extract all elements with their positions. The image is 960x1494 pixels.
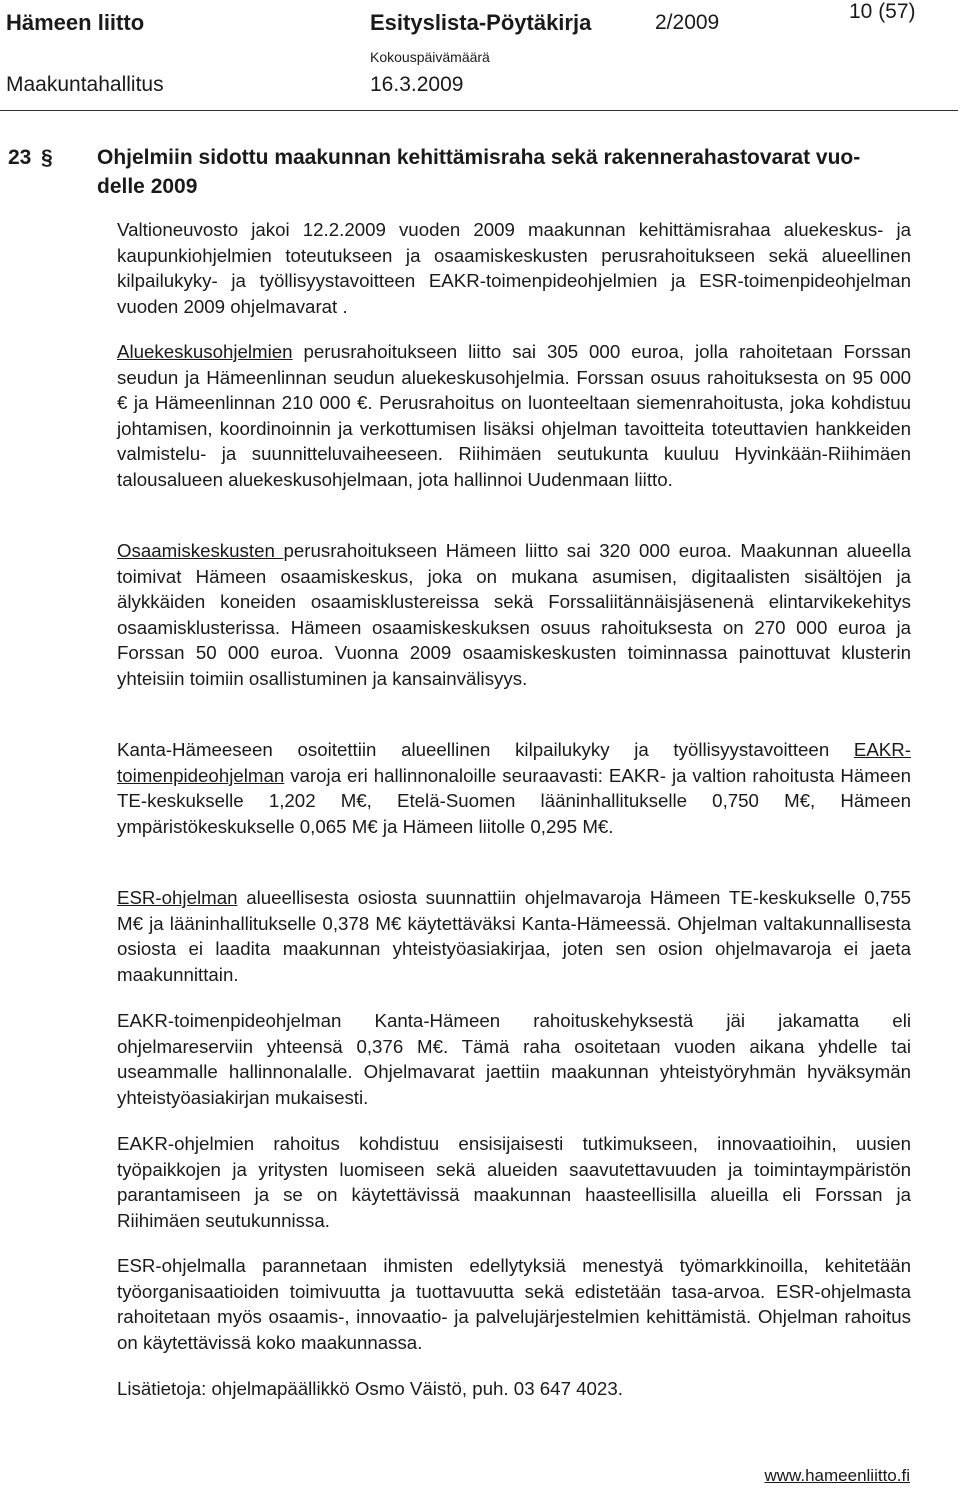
organization-name: Hämeen liitto	[6, 10, 145, 35]
paragraph-text: EAKR-toimenpideohjelman Kanta-Hämeen rahoituskehyksestä jäi jakamatta eli ohjelmareserviin yhteensä 0,376 M€. Tämä raha osoitetaan vuoden aikana yhdelle tai useammalle hallinnonalalle. Ohjelmavarat jaettiin maakunnan yhteistyöryhmän hyväksymän yhteistyöasiakirjan mukaisesti.	[117, 1010, 911, 1108]
meeting-date: 16.3.2009	[370, 73, 464, 96]
paragraph-text: ESR-ohjelmalla parannetaan ihmisten edellytyksiä menestyä työmarkkinoilla, kehitetään työorganisaatioiden toimivuutta ja tuottavuutta sekä edistetään tasa-arvoa. ESR-ohjelmasta rahoitetaan myös osaamis-, innovaatio- ja palvelujärjestelmien kehittämistä. Ohjelman rahoitus on käytettävissä koko maakunnassa.	[117, 1255, 911, 1353]
paragraph-eakr-allocation	[117, 737, 911, 839]
link-aluekeskusohjelmien[interactable]: Aluekeskusohjelmien	[117, 341, 293, 362]
section-title-line1: Ohjelmiin sidottu maakunnan kehittämisraha sekä rakennerahastovarat vuo-	[97, 146, 861, 169]
document-number: 2/2009	[655, 11, 720, 34]
link-osaamiskeskusten[interactable]: Osaamiskeskusten	[117, 540, 284, 561]
paragraph-text: perusrahoitukseen liitto sai 305 000 euroa, jolla rahoitetaan Forssan seudun ja Hämeenlinnan seudun aluekeskusohjelmia. Forssan osuus rahoituksesta on 95 000 € ja Hämeenlinnan 210 000 €. Perusrahoitus on luonteeltaan siemenrahoitusta, joka kohdistuu johtamisen, koordinoinnin ja verkottumisen lisäksi ohjelman tavoitteita toteuttavien hankkeiden valmistelu- ja suunnitteluvaiheeseen. Riihimäen seutukunta kuuluu Hyvinkään-Riihimäen talousalueen aluekeskusohjelmaan, jota hallinnoi Uudenmaan liitto.	[117, 341, 911, 490]
paragraph-text: perusrahoitukseen Hämeen liitto sai 320 000 euroa. Maakunnan alueella toimivat Hämeen osaamiskeskus, joka on mukana asumisen, digitaalisten sisältöjen ja älykkäiden koneiden osaamisklustereissa sekä Forssaliitännäisjäsenenä elintarvikekehitys osaamisklusterissa. Hämeen osaamiskeskuksen osuus rahoituksesta on 270 000 euroa ja Forssan 50 000 euroa. Vuonna 2009 osaamiskeskusten toiminnassa painottuvat klusterin yhteisiin toimiin osallistuminen ja kansainvälisyys.	[117, 540, 911, 689]
section-symbol: §	[41, 146, 53, 169]
paragraph-reserve	[117, 1008, 911, 1110]
meeting-date-label: Kokouspäivämäärä	[370, 49, 490, 65]
paragraph-text: varoja eri hallinnonaloille seuraavasti: EAKR- ja valtion rahoitusta Hämeen TE-keskukselle 1,202 M€, Etelä-Suomen lääninhallitukselle 0,750 M€, Hämeen ympäristökeskukselle 0,065 M€ ja Hämeen liitolle 0,295 M€.	[117, 764, 911, 837]
section-title	[8, 143, 908, 201]
paragraph-eakr-focus	[117, 1131, 911, 1233]
paragraph-esr-allocation	[117, 885, 911, 987]
paragraph-text: Valtioneuvosto jakoi 12.2.2009 vuoden 2009 maakunnan kehittämisrahaa aluekeskus- ja kaupunkiohjelmien toteutukseen ja osaamiskeskusten perusrahoitukseen sekä alueellinen kilpailukyky- ja työllisyystavoitteen EAKR-toimenpideohjelmien ja ESR-toimenpideohjelman vuoden 2009 ohjelmavarat .	[117, 219, 911, 317]
paragraph-text: alueellisesta osiosta suunnattiin ohjelmavaroja Hämeen TE-keskukselle 0,755 M€ ja lääninhallitukselle 0,378 M€ käytettäväksi Kanta-Hämeessä. Ohjelman valtakunnallisesta osiosta ei laadita maakunnan yhteistyöasiakirjaa, joten sen osion ohjelmavaroja ei jaeta maakunnittain.	[117, 887, 911, 985]
link-esr-ohjelman[interactable]: ESR-ohjelman	[117, 887, 238, 908]
paragraph-text: Kanta-Hämeeseen osoitettiin alueellinen kilpailukyky ja työllisyystavoitteen	[117, 739, 854, 760]
page-number: 10 (57)	[849, 0, 916, 23]
header-divider	[0, 110, 958, 111]
paragraph-contact	[117, 1376, 911, 1402]
paragraph-text: EAKR-ohjelmien rahoitus kohdistuu ensisijaisesti tutkimukseen, innovaatioihin, uusien työpaikkojen ja yritysten luomiseen sekä alueiden saavutettavuuden ja toimintaympäristön parantamiseen ja se on käytettävissä maakunnan haasteellisilla alueilla eli Forssan ja Riihimäen seutukunnissa.	[117, 1133, 911, 1231]
paragraph-allocation	[117, 217, 911, 319]
footer-website-link[interactable]: www.hameenliitto.fi	[764, 1466, 910, 1485]
section-number: 23	[8, 146, 32, 169]
section-title-line2: delle 2009	[97, 175, 198, 198]
document-type: Esityslista-Pöytäkirja	[370, 10, 592, 35]
link-eakr-toimenpideohjelman[interactable]: EAKR-toimenpideohjelman	[117, 739, 911, 786]
paragraph-aluekeskus	[117, 339, 911, 493]
contact-info: Lisätietoja: ohjelmapäällikkö Osmo Väistö, puh. 03 647 4023.	[117, 1378, 623, 1399]
paragraph-osaamiskeskus	[117, 538, 911, 692]
paragraph-esr-focus	[117, 1253, 911, 1355]
committee-name: Maakuntahallitus	[6, 73, 164, 96]
